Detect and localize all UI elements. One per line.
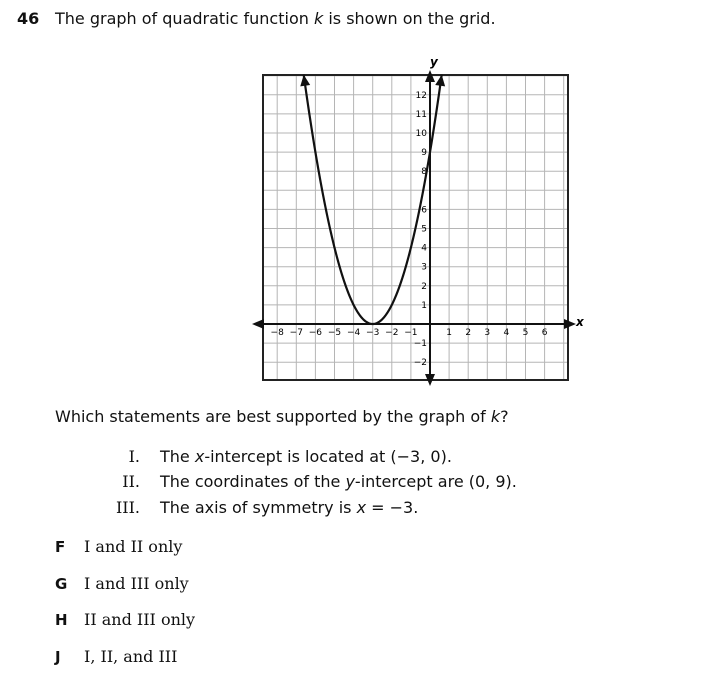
y-tick-label: 11	[415, 109, 427, 120]
choice-f-letter[interactable]: F	[55, 538, 66, 556]
y-tick-label: 10	[415, 129, 427, 139]
choice-g-text[interactable]: I and III only	[84, 574, 189, 593]
sub-question	[55, 407, 509, 426]
sub-question-text-after: ?	[500, 407, 509, 426]
y-tick-label: 4	[421, 243, 427, 254]
statement-3-text-a: The axis of symmetry is	[160, 498, 357, 517]
prompt-text-after: is shown on the grid.	[323, 9, 496, 28]
statement-2	[160, 472, 517, 491]
x-axis-arrow-right	[564, 319, 576, 329]
x-tick-label: 1	[446, 328, 452, 338]
statement-3-var: x	[356, 498, 367, 517]
statement-1-text-b: -intercept is located at (−3, 0).	[204, 447, 452, 466]
y-tick-label: −1	[413, 339, 427, 350]
prompt-text-before: The graph of quadratic function	[55, 9, 314, 28]
y-tick-label: 6	[421, 205, 427, 216]
statement-3-text-b: = −3.	[366, 498, 419, 517]
sub-question-text-before: Which statements are best supported by the graph of	[55, 407, 491, 426]
choice-h-text[interactable]: II and III only	[84, 610, 196, 629]
x-tick-label: 4	[503, 328, 510, 338]
prompt-function-name: k	[313, 9, 324, 28]
x-tick-label: −5	[327, 328, 342, 338]
y-tick-label: −2	[413, 358, 427, 369]
choice-j-text[interactable]: I, II, and III	[84, 647, 178, 666]
statement-1-numeral: I.	[128, 447, 140, 466]
x-tick-label: −1	[404, 328, 418, 338]
statement-1-text-a: The	[160, 447, 195, 466]
x-tick-label: −6	[308, 328, 323, 338]
y-tick-label: 3	[421, 262, 427, 273]
coordinate-grid-graph	[250, 52, 590, 392]
statement-2-text-a: The coordinates of the	[160, 472, 346, 491]
x-tick-label: −8	[270, 328, 284, 338]
x-tick-label: −7	[289, 328, 303, 338]
y-tick-label: 8	[421, 167, 427, 178]
sub-question-function-name: k	[490, 407, 501, 426]
choice-j-letter[interactable]: J	[55, 648, 61, 666]
statement-2-text-b: -intercept are (0, 9).	[354, 472, 517, 491]
x-tick-label: −4	[346, 328, 361, 338]
y-tick-label: 12	[415, 90, 427, 101]
choice-h-letter[interactable]: H	[55, 611, 68, 629]
x-tick-label: 2	[465, 328, 472, 338]
statement-3	[160, 498, 418, 517]
statement-2-var: y	[345, 472, 355, 491]
x-axis-label: x	[576, 315, 584, 329]
y-axis-label: y	[430, 55, 438, 69]
choice-g-letter[interactable]: G	[55, 575, 68, 593]
x-tick-label: 3	[484, 328, 491, 338]
statement-2-numeral: II.	[122, 472, 140, 491]
y-tick-label: 5	[421, 224, 427, 235]
curve-arrow-left	[300, 75, 310, 87]
question-number: 46	[17, 9, 40, 28]
choice-f-text[interactable]: I and II only	[84, 537, 183, 556]
x-tick-label: −3	[366, 328, 380, 338]
question-prompt	[55, 9, 496, 28]
statement-1	[160, 447, 452, 466]
y-tick-label: 2	[421, 281, 427, 292]
curve-arrow-right	[435, 75, 445, 87]
y-tick-label: 9	[421, 148, 427, 159]
x-tick-label: −2	[385, 328, 399, 338]
statement-3-numeral: III.	[115, 498, 140, 517]
x-tick-label: 5	[522, 328, 529, 338]
statement-1-var: x	[194, 447, 205, 466]
y-tick-label: 1	[421, 300, 427, 311]
x-tick-label: 6	[541, 328, 548, 338]
x-axis-arrow-left	[252, 319, 264, 329]
